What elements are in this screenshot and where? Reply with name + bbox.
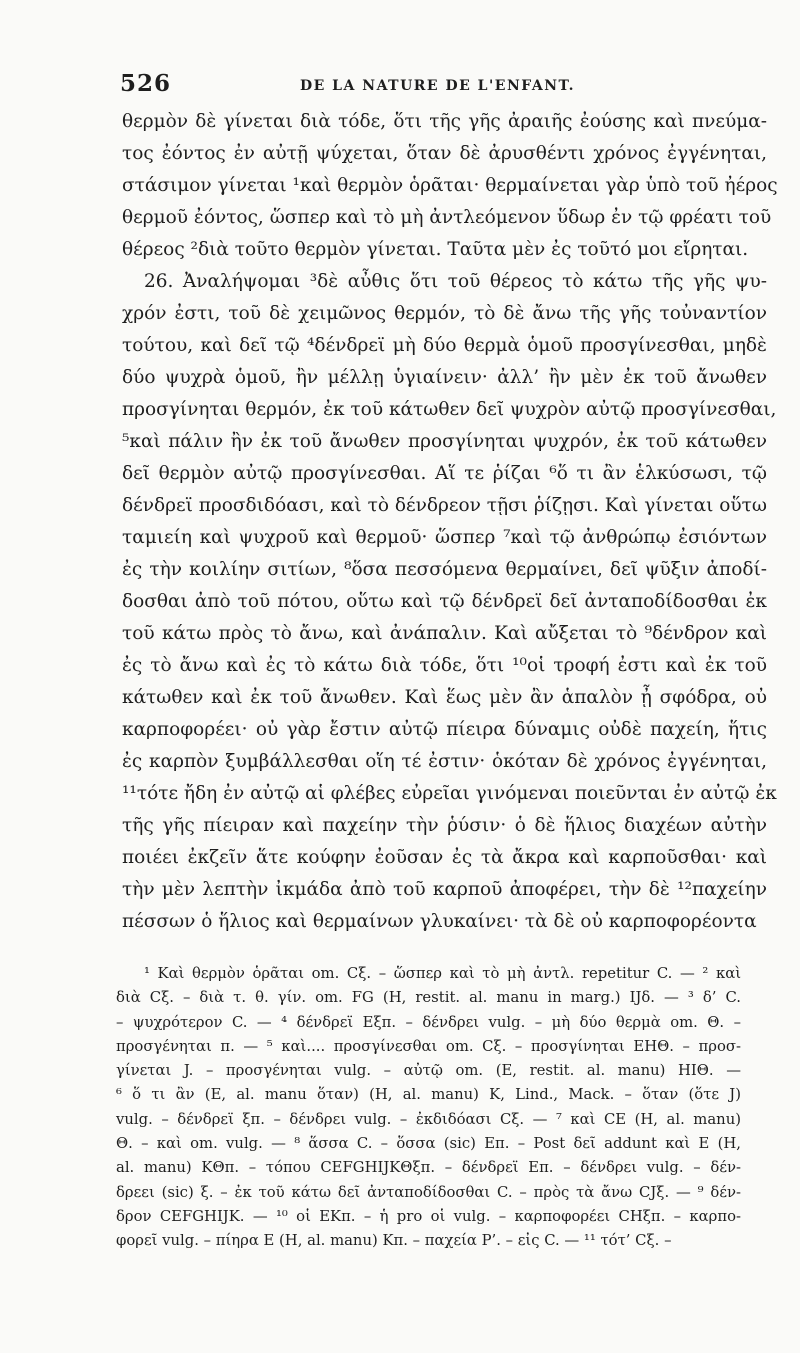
text-line: ἐς τὸ ἄνω καὶ ἐς τὸ κάτω διὰ τόδε, ὅτι ¹⁰οἱ τροφή ἐστι καὶ ἐκ τοῦ [122, 655, 767, 676]
text-line: ἐς καρπὸν ξυμβάλλεσθαι οἵη τέ ἐστιν· ὁκόταν δὲ χρόνος ἐγγένηται, [122, 751, 767, 772]
main-text [122, 106, 778, 938]
page-number: 526 [120, 70, 172, 97]
footnote-line: al. manu) KΘπ. – τόπου CEFGHIJKΘξπ. – δένδρεϊ Eπ. – δένδρει vulg. – δέν- [116, 1159, 741, 1177]
text-line: τος ἐόντος ἐν αὐτῇ ψύχεται, ὅταν δὲ ἀρυσθέντι χρόνος ἐγγένηται, [122, 143, 767, 164]
text-line: τῆς γῆς πίειραν καὶ παχείην τὴν ῥύσιν· ὁ δὲ ἥλιος διαχέων αὐτὴν [122, 815, 767, 836]
text-line: τούτου, καὶ δεῖ τῷ ⁴δένδρεϊ μὴ δύο θερμὰ ὁμοῦ προσγίνεσθαι, μηδὲ [122, 335, 767, 356]
footnote-line: φορεῖ vulg. – πίηρα E (H, al. manu) Kπ. – παχεία P’. – εἰς C. — ¹¹ τότ’ Cξ. – [116, 1232, 672, 1250]
footnote-line: δρεει (sic) ξ. – ἐκ τοῦ κάτω δεῖ ἀνταποδίδοσθαι C. – πρὸς τὰ ἄνω CJξ. — ⁹ δέν- [116, 1183, 741, 1201]
text-line: θερμὸν δὲ γίνεται διὰ τόδε, ὅτι τῆς γῆς ἀραιῆς ἐούσης καὶ πνεύμα- [122, 111, 767, 132]
text-line: ¹¹τότε ἤδη ἐν αὐτῷ αἱ φλέβες εὐρεῖαι γινόμεναι ποιεῦνται ἐν αὐτῷ ἐκ [122, 783, 777, 804]
text-line: στάσιμον γίνεται ¹καὶ θερμὸν ὁρᾶται· θερμαίνεται γὰρ ὑπὸ τοῦ ἠέρος [122, 175, 778, 196]
text-line: δοσθαι ἀπὸ τοῦ πότου, οὕτω καὶ τῷ δένδρεϊ δεῖ ἀνταποδίδοσθαι ἐκ [122, 591, 767, 612]
footnote-line: δρον CEFGHIJK. — ¹⁰ οἱ EKπ. – ἡ pro οἱ vulg. – καρποφορέει CHξπ. – καρπο- [116, 1207, 741, 1225]
text-line: προσγίνηται θερμόν, ἐκ τοῦ κάτωθεν δεῖ ψυχρὸν αὐτῷ προσγίνεσθαι, [122, 399, 777, 420]
text-line: χρόν ἐστι, τοῦ δὲ χειμῶνος θερμόν, τὸ δὲ ἄνω τῆς γῆς τοὐναντίον [122, 303, 767, 324]
text-line: κάτωθεν καὶ ἐκ τοῦ ἄνωθεν. Καὶ ἕως μὲν ἂν ἁπαλὸν ᾖ σφόδρα, οὐ [122, 687, 767, 708]
text-line: ἐς τὴν κοιλίην σιτίων, ⁸ὅσα πεσσόμενα θερμαίνει, δεῖ ψῦξιν ἀποδί- [122, 559, 767, 580]
text-line: θέρεος ²διὰ τοῦτο θερμὸν γίνεται. Ταῦτα μὲν ἐς τοῦτό μοι εἴρηται. [122, 239, 749, 260]
footnote-line: διὰ Cξ. – διὰ τ. θ. γίν. om. FG (H, restit. al. manu in marg.) IJδ. — ³ δ’ C. [116, 989, 741, 1007]
running-title: DE LA NATURE DE L'ENFANT. [300, 78, 576, 94]
text-line: τοῦ κάτω πρὸς τὸ ἄνω, καὶ ἀνάπαλιν. Καὶ αὔξεται τὸ ⁹δένδρον καὶ [122, 623, 767, 644]
text-line: δύο ψυχρὰ ὁμοῦ, ἢν μέλλῃ ὑγιαίνειν· ἀλλ’ ἢν μὲν ἐκ τοῦ ἄνωθεν [122, 367, 767, 388]
text-line: πέσσων ὁ ἥλιος καὶ θερμαίνων γλυκαίνει· τὰ δὲ οὐ καρποφορέοντα [122, 911, 757, 932]
text-line: 26. Ἀναλήψομαι ³δὲ αὖθις ὅτι τοῦ θέρεος τὸ κάτω τῆς γῆς ψυ- [144, 271, 767, 292]
text-line: ⁵καὶ πάλιν ἢν ἐκ τοῦ ἄνωθεν προσγίνηται ψυχρόν, ἐκ τοῦ κάτωθεν [122, 431, 767, 452]
text-line: ποιέει ἐκζεῖν ἅτε κούφην ἐοῦσαν ἐς τὰ ἄκρα καὶ καρποῦσθαι· καὶ [122, 847, 767, 868]
text-line: δεῖ θερμὸν αὐτῷ προσγίνεσθαι. Αἵ τε ῥίζαι ⁶ὅ τι ἂν ἑλκύσωσι, τῷ [122, 463, 767, 484]
footnote-line: Θ. – καὶ om. vulg. — ⁸ ἅσσα C. – ὅσσα (sic) Eπ. – Post δεῖ addunt καὶ E (H, [116, 1135, 741, 1153]
footnote-line: προσγένηται π. — ⁵ καὶ.... προσγίνεσθαι om. Cξ. – προσγίνηται EHΘ. – προσ- [116, 1037, 741, 1055]
footnote-line: γίνεται J. – προσγένηται vulg. – αὐτῷ om. (E, restit. al. manu) HIΘ. — [116, 1062, 741, 1080]
footnote-line: ¹ Καὶ θερμὸν ὁρᾶται om. Cξ. – ὥσπερ καὶ τὸ μὴ ἀντλ. repetitur C. — ² καὶ [144, 965, 741, 982]
page-header [120, 70, 680, 104]
text-line: τὴν μὲν λεπτὴν ἰκμάδα ἀπὸ τοῦ καρποῦ ἀποφέρει, τὴν δὲ ¹²παχείην [122, 879, 767, 900]
footnotes [116, 962, 741, 1254]
text-line: ταμιείη καὶ ψυχροῦ καὶ θερμοῦ· ὥσπερ ⁷καὶ τῷ ἀνθρώπῳ ἐσιόντων [122, 527, 767, 548]
footnote-line: ⁶ ὅ τι ἂν (E, al. manu ὅταν) (H, al. manu) K, Lind., Mack. – ὅταν (ὅτε J) [116, 1086, 741, 1104]
footnote-line: – ψυχρότερον C. — ⁴ δένδρεϊ Eξπ. – δένδρει vulg. – μὴ δύο θερμὰ om. Θ. – [116, 1013, 741, 1031]
text-line: δένδρεϊ προσδιδόασι, καὶ τὸ δένδρεον τῇσι ῥίζῃσι. Καὶ γίνεται οὕτω [122, 495, 767, 516]
footnote-line: vulg. – δένδρεϊ ξπ. – δένδρει vulg. – ἐκδιδόασι Cξ. — ⁷ καὶ CE (H, al. manu) [116, 1110, 741, 1128]
text-line: θερμοῦ ἐόντος, ὥσπερ καὶ τὸ μὴ ἀντλεόμενον ὕδωρ ἐν τῷ φρέατι τοῦ [122, 207, 772, 228]
text-line: καρποφορέει· οὐ γὰρ ἔστιν αὐτῷ πίειρα δύναμις οὐδὲ παχείη, ἥτις [122, 719, 767, 740]
